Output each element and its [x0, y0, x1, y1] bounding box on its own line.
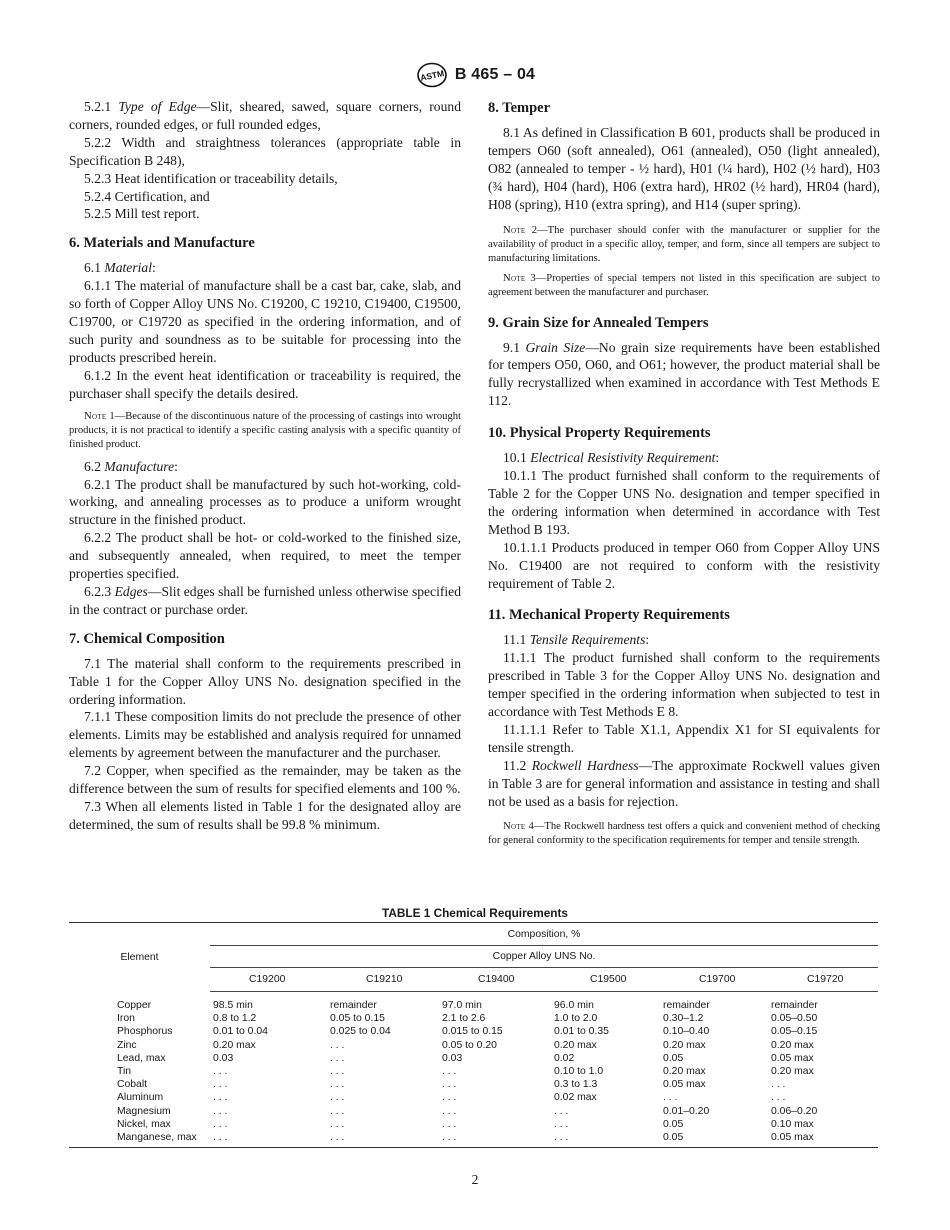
composition-value-cell: 1.0 to 2.0 [554, 1013, 598, 1025]
composition-value-cell: . . . [442, 1092, 457, 1104]
composition-value-cell: 0.30–1.2 [663, 1013, 704, 1025]
element-name-cell: Iron [117, 1013, 135, 1025]
alloy-header: C19500 [551, 968, 660, 992]
note-1: Note 1—Because of the discontinuous nature of the processing of castings into wrought products, it is not practical to identify a specific casting analysis with a specific quantity of finished product. [69, 410, 461, 450]
composition-value-cell: . . . [330, 1092, 345, 1104]
note-3: Note 3—Properties of special tempers not listed in this specification are subject to agreement between the manufacturer and purchaser. [488, 272, 880, 298]
para-5-2-3: 5.2.3 Heat identification or traceability details, [84, 170, 338, 186]
composition-value-cell: . . . [330, 1079, 345, 1091]
composition-value-cell: remainder [330, 1000, 377, 1011]
element-name-cell: Aluminum [117, 1092, 164, 1104]
composition-value-cell: 0.03 [442, 1052, 463, 1064]
para-6-1-1: 6.1.1 The material of manufacture shall be a cast bar, cake, slab, and so forth of Copper Alloy UNS No. C19200, C 19210, C19400, C19500, C19700, or C19720 as specified in the ordering information, and of such purity and soundness as to be suitable for processing into the products prescribed herein. [69, 278, 461, 365]
para-7-2: 7.2 Copper, when specified as the remainder, may be taken as the difference between the sum of results for specified elements and 100 %. [69, 763, 461, 797]
table-row [69, 992, 878, 1013]
composition-value-cell: . . . [554, 1105, 569, 1117]
section-8-heading: 8. Temper [488, 100, 551, 116]
section-7-heading: 7. Chemical Composition [69, 630, 225, 647]
para-5-2-5: 5.2.5 Mill test report. [84, 206, 200, 222]
alloy-header: C19700 [660, 968, 768, 992]
composition-value-cell: . . . [551, 1131, 660, 1148]
para-7-1-1: 7.1.1 These composition limits do not preclude the presence of other elements. Limits may be established and analysis required for unnamed elements by agreement between the manufacturer and the purchaser. [69, 709, 461, 761]
element-name-cell: Zinc [117, 1039, 137, 1051]
section-11-heading: 11. Mechanical Property Requirements [488, 607, 730, 624]
table-row [69, 1078, 878, 1091]
element-name-cell: Manganese, max [69, 1131, 210, 1148]
para-5-2-4: 5.2.4 Certification, and [84, 188, 210, 204]
composition-value-cell: . . . [330, 1066, 345, 1078]
para-6-2-3: 6.2.3 Edges—Slit edges shall be furnished unless otherwise specified in the contract or purchase order. [69, 583, 462, 617]
composition-value-cell: 0.015 to 0.15 [442, 1026, 503, 1038]
table-row [69, 1012, 878, 1025]
composition-value-cell: . . . [442, 1079, 457, 1091]
table-row [69, 1091, 878, 1104]
composition-value-cell: . . . [439, 1131, 551, 1148]
composition-value-cell: 2.1 to 2.6 [442, 1013, 486, 1025]
composition-value-cell: . . . [442, 1105, 457, 1117]
composition-value-cell: 0.02 [554, 1052, 575, 1064]
composition-value-cell: 0.05 to 0.15 [330, 1013, 385, 1025]
table-row [69, 1105, 878, 1118]
element-name-cell: Magnesium [117, 1105, 171, 1117]
composition-value-cell: 0.8 to 1.2 [213, 1013, 257, 1025]
composition-value-cell: . . . [213, 1066, 228, 1078]
composition-value-cell: 0.10 to 1.0 [554, 1066, 604, 1078]
composition-value-cell: . . . [213, 1105, 228, 1117]
composition-value-cell: . . . [442, 1118, 457, 1130]
composition-value-cell: 0.05 [660, 1131, 768, 1148]
element-name-cell: Phosphorus [117, 1026, 173, 1038]
composition-value-cell: 0.05 max [663, 1079, 706, 1091]
para-6-1: 6.1 Material: [84, 260, 156, 276]
right-column [488, 98, 880, 848]
note-2: Note 2—The purchaser should confer with the manufacturer or supplier for the availability of product in a specific alloy, temper, and form, since all tempers are subject to manufacturing limitations. [488, 224, 880, 264]
para-7-3: 7.3 When all elements listed in Table 1 for the designated alloy are determined, the sum of results shall be 99.8 % minimum. [69, 799, 461, 832]
composition-value-cell: . . . [554, 1118, 569, 1130]
table-title: TABLE 1 Chemical Requirements [382, 906, 568, 920]
page-header [0, 62, 950, 93]
para-9-1: 9.1 Grain Size—No grain size requirements have been established for tempers O50, O60, and O61; however, the product material shall be fully recrystallized when examined in accordance with Test Methods E 112. [488, 339, 881, 409]
composition-value-cell: 0.20 max [771, 1066, 814, 1078]
composition-value-cell: 0.3 to 1.3 [554, 1079, 598, 1091]
standard-designation: B 465 – 04 [454, 66, 536, 83]
left-column [69, 98, 461, 834]
page-number: 2 [471, 1172, 479, 1187]
para-6-2: 6.2 Manufacture: [84, 458, 178, 474]
composition-value-cell: . . . [771, 1079, 786, 1091]
composition-value-cell: . . . [330, 1052, 345, 1064]
para-11-2: 11.2 Rockwell Hardness—The approximate Rockwell values given in Table 3 are for general information and assistance in testing and shall not be used as a basis for rejection. [488, 757, 880, 809]
composition-value-cell: . . . [771, 1092, 786, 1104]
alloy-header: C19720 [768, 968, 878, 992]
composition-value-cell: 0.20 max [663, 1039, 706, 1051]
composition-value-cell: . . . [327, 1131, 439, 1148]
element-name-cell: Lead, max [117, 1052, 166, 1064]
element-column-header: Element [69, 923, 210, 992]
para-10-1: 10.1 Electrical Resistivity Requirement: [503, 450, 720, 466]
para-5-2-1: 5.2.1 Type of Edge—Slit, sheared, sawed, square corners, round corners, rounded edges, or full rounded edges, [69, 99, 461, 132]
composition-value-cell: . . . [442, 1066, 457, 1078]
composition-value-cell: 0.20 max [213, 1039, 256, 1051]
para-10-1-1-1: 10.1.1.1 Products produced in temper O60 from Copper Alloy UNS No. C19400 are not required to conform with the resistivity requirement of Table 2. [488, 539, 880, 591]
element-name-cell: Cobalt [117, 1079, 148, 1091]
composition-value-cell: 0.05 [663, 1052, 684, 1064]
composition-value-cell: . . . [213, 1079, 228, 1091]
para-8-1: 8.1 As defined in Classification B 601, products shall be produced in tempers O60 (soft annealed), O61 (annealed), O50 (light annealed), O82 (annealed to temper - ½ hard), H01 (¼ hard), H02 (½ hard), H03 (¾ hard), H04 (hard), H06 (extra hard), HR02 (½ hard), HR04 (hard), H08 (spring), H10 (extra spring), and H14 (super spring). [488, 125, 880, 212]
para-11-1-1: 11.1.1 The product furnished shall conform to the requirements prescribed in Table 3 for the Copper Alloy UNS No. designation and temper specified in the ordering information when subjected to test in accordance with Test Methods E 8. [488, 650, 880, 720]
para-10-1-1: 10.1.1 The product furnished shall conform to the requirements of Table 2 for the Copper UNS No. designation and temper specified in the ordering information when determined in accordance with Test Method B 193. [488, 468, 880, 537]
composition-value-cell: 0.01 to 0.04 [213, 1026, 268, 1038]
composition-value-cell: 0.20 max [771, 1039, 814, 1051]
astm-logo-icon [415, 62, 449, 88]
composition-value-cell: . . . [330, 1039, 345, 1051]
composition-value-cell: remainder [663, 1000, 710, 1011]
composition-value-cell: 0.10–0.40 [663, 1026, 710, 1038]
composition-value-cell: . . . [330, 1105, 345, 1117]
composition-value-cell: 0.03 [213, 1052, 234, 1064]
alloy-header: C19200 [210, 968, 327, 992]
para-7-1: 7.1 The material shall conform to the requirements prescribed in Table 1 for the Copper Alloy UNS No. designation specified in the ordering information. [69, 655, 461, 707]
composition-value-cell: 96.0 min [554, 1000, 594, 1011]
composition-value-cell: 0.02 max [554, 1092, 597, 1104]
table-body [69, 992, 878, 1148]
para-5-2-2: 5.2.2 Width and straightness tolerances (appropriate table in Specification B 248), [69, 134, 461, 168]
section-10-heading: 10. Physical Property Requirements [488, 425, 711, 442]
para-6-1-2: 6.1.2 In the event heat identification or traceability is required, the purchaser shall specify the details desired. [69, 367, 461, 401]
alloy-header: C19400 [439, 968, 551, 992]
composition-value-cell: . . . [213, 1118, 228, 1130]
para-6-2-1: 6.2.1 The product shall be manufactured by such hot-working, cold-working, and annealing processes as to produce a uniform wrought structure in the finished product. [69, 476, 461, 528]
composition-value-cell: 0.06–0.20 [771, 1105, 818, 1117]
composition-value-cell: 0.10 max [771, 1118, 814, 1130]
element-name-cell: Tin [117, 1066, 132, 1078]
composition-value-cell: 0.05–0.50 [771, 1013, 818, 1025]
composition-value-cell: 98.5 min [213, 1000, 253, 1011]
table-row [69, 1039, 878, 1052]
para-11-1-1-1: 11.1.1.1 Refer to Table X1.1, Appendix X1 for SI equivalents for tensile strength. [488, 721, 880, 755]
composition-value-cell: 97.0 min [442, 1000, 482, 1011]
composition-value-cell: 0.025 to 0.04 [330, 1026, 391, 1038]
composition-value-cell: . . . [663, 1092, 678, 1104]
table-row [69, 1025, 878, 1038]
table-row [69, 1131, 878, 1148]
table-row [69, 1052, 878, 1065]
composition-value-cell: 0.01–0.20 [663, 1105, 710, 1117]
para-11-1: 11.1 Tensile Requirements: [503, 632, 650, 648]
composition-value-cell: remainder [771, 1000, 818, 1011]
uns-header: Copper Alloy UNS No. [210, 946, 878, 968]
composition-value-cell: . . . [330, 1118, 345, 1130]
composition-value-cell: 0.20 max [663, 1066, 706, 1078]
note-4: Note 4—The Rockwell hardness test offers a quick and convenient method of checking for general conformity to the specification requirements for temper and tensile strength. [488, 821, 880, 847]
section-9-heading: 9. Grain Size for Annealed Tempers [488, 314, 709, 331]
section-6-heading: 6. Materials and Manufacture [69, 235, 255, 252]
astm-logo-text: ASTM [419, 68, 445, 83]
chemical-requirements-table [69, 922, 878, 1148]
element-name-cell: Nickel, max [117, 1118, 171, 1130]
table-row [69, 1118, 878, 1131]
composition-value-cell: 0.01 to 0.35 [554, 1026, 609, 1038]
element-name-cell: Copper [117, 999, 152, 1011]
table-row [69, 1065, 878, 1078]
para-6-2-2: 6.2.2 The product shall be hot- or cold-worked to the finished size, and subsequently annealed, when required, to meet the temper properties specified. [69, 530, 461, 582]
composition-value-cell: . . . [213, 1092, 228, 1104]
composition-value-cell: 0.05 to 0.20 [442, 1039, 497, 1051]
composition-value-cell: 0.20 max [554, 1039, 597, 1051]
composition-value-cell: 0.05 max [768, 1131, 878, 1148]
composition-value-cell: 0.05–0.15 [771, 1026, 818, 1038]
composition-value-cell: 0.05 max [771, 1052, 814, 1064]
composition-value-cell: . . . [210, 1131, 327, 1148]
composition-header: Composition, % [210, 923, 878, 946]
composition-value-cell: 0.05 [663, 1118, 684, 1130]
alloy-header: C19210 [327, 968, 439, 992]
